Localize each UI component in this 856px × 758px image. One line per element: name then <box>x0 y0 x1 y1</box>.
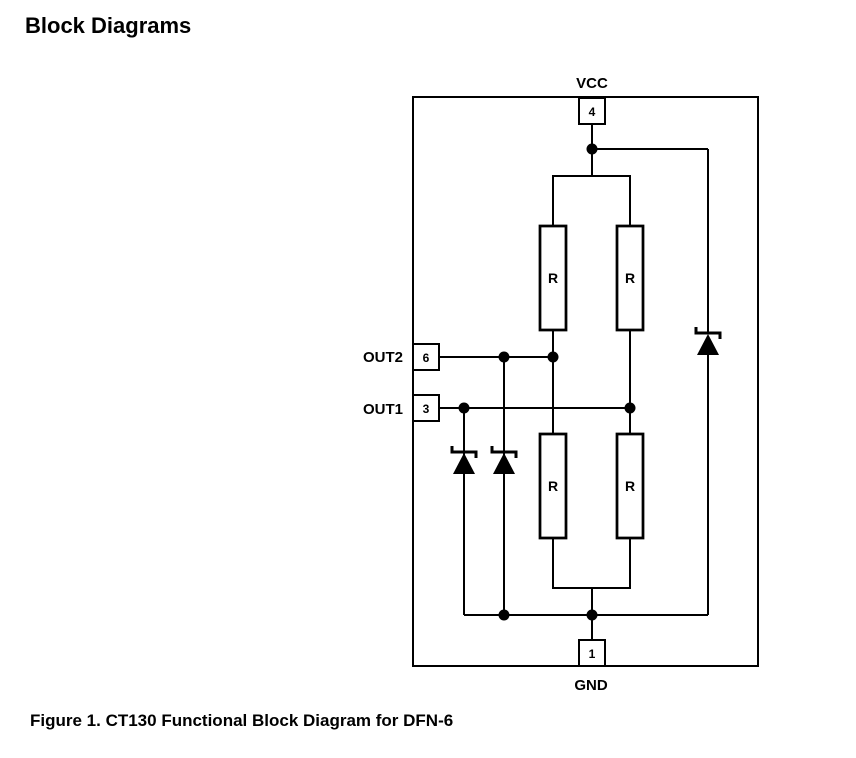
pin-number: 3 <box>422 402 430 416</box>
pin-box-4 <box>579 98 605 124</box>
pin-label-vcc: VCC <box>576 75 608 92</box>
figure-caption: Figure 1. CT130 Functional Block Diagram for DFN-6 <box>30 711 454 730</box>
resistor-bottom-left <box>540 434 566 538</box>
resistor-bottom-right <box>617 434 643 538</box>
resistor-top-right <box>617 226 643 330</box>
resistor-label: R <box>547 270 559 286</box>
pin-number: 1 <box>588 647 596 661</box>
pin-box-1 <box>579 640 605 666</box>
page-title: Block Diagrams <box>25 13 192 38</box>
pin-label-gnd: GND <box>574 677 608 694</box>
pin-box-6 <box>413 344 439 370</box>
resistor-top-left <box>540 226 566 330</box>
pin-number: 4 <box>588 105 596 119</box>
pin-box-3 <box>413 395 439 421</box>
resistor-label: R <box>547 478 559 494</box>
pin-label-out1: OUT1 <box>362 401 403 418</box>
pin-number: 6 <box>422 351 430 365</box>
resistor-label: R <box>624 270 636 286</box>
pin-label-out2: OUT2 <box>362 349 403 366</box>
resistor-label: R <box>624 478 636 494</box>
